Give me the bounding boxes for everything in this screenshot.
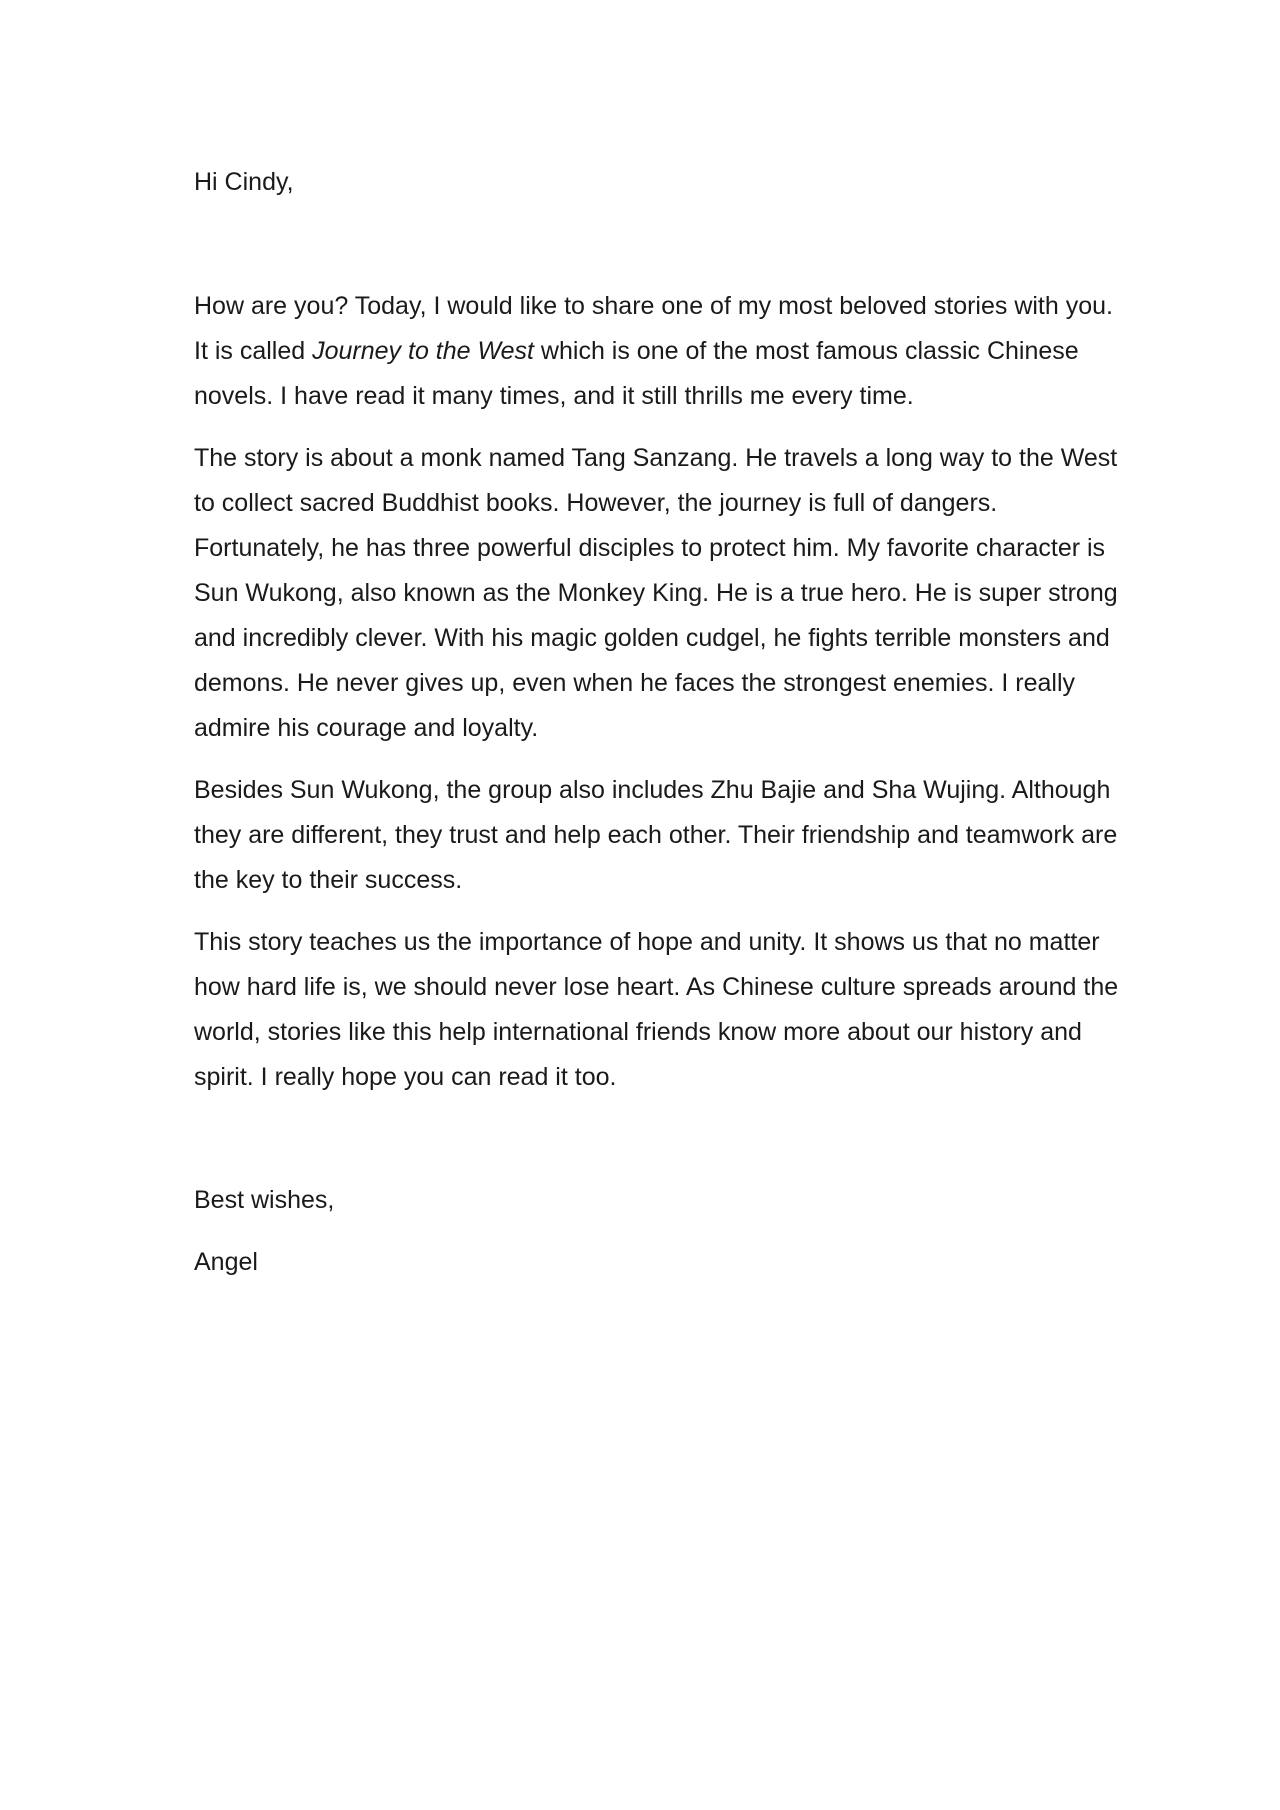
letter-body bbox=[194, 160, 1124, 1285]
intro-text-start: How are you? Today, I would like to share one of my most beloved stories with you. It is called bbox=[194, 292, 1113, 365]
closing: Best wishes, bbox=[194, 1186, 335, 1214]
intro-text-end: which is one of the most famous classic Chinese novels. I have read it many times, and it still thrills me every time. bbox=[194, 337, 1079, 410]
paragraph-lesson: This story teaches us the importance of hope and unity. It shows us that no matter how hard life is, we should never lose heart. As Chinese culture spreads around the world, stories like this help international friends know more about our history and spirit. I really hope you can read it too. bbox=[194, 928, 1119, 1091]
paragraph-group: Besides Sun Wukong, the group also includes Zhu Bajie and Sha Wujing. Although they are different, they trust and help each other. Their friendship and teamwork are the key to their success. bbox=[194, 776, 1118, 894]
paragraph-story: The story is about a monk named Tang Sanzang. He travels a long way to the West to collect sacred Buddhist books. However, the journey is full of dangers. Fortunately, he has three powerful disciples to protect him. My favorite character is Sun Wukong, also known as the Monkey King. He is a true hero. He is super strong and incredibly clever. With his magic golden cudgel, he fights terrible monsters and demons. He never gives up, even when he faces the strongest enemies. I really admire his courage and loyalty. bbox=[194, 444, 1118, 742]
signature: Angel bbox=[194, 1248, 258, 1276]
greeting: Hi Cindy, bbox=[194, 168, 294, 196]
paragraph-intro bbox=[194, 284, 1124, 419]
book-title: Journey to the West bbox=[312, 337, 534, 365]
